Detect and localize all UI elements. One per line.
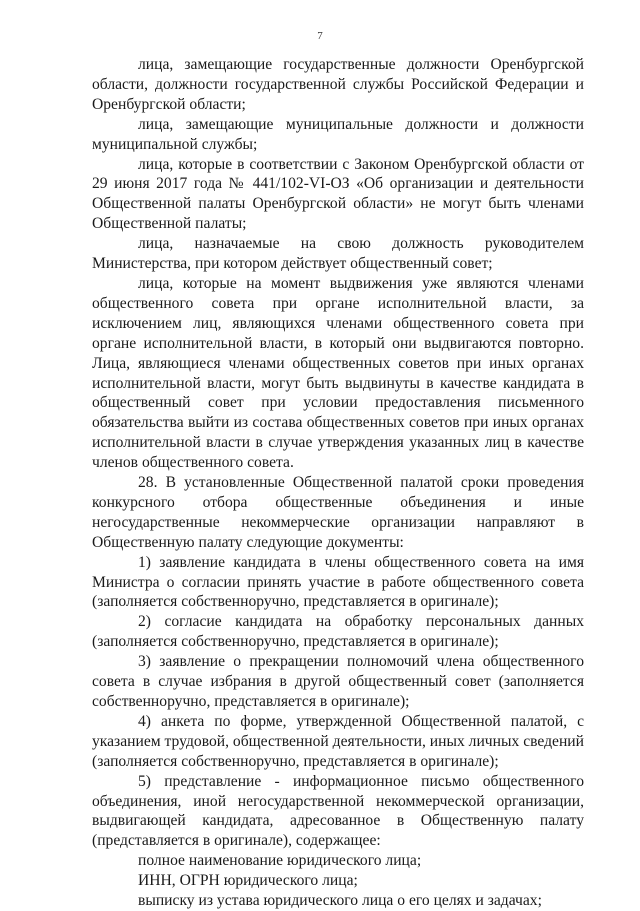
paragraph-5: лица, которые на момент выдвижения уже являются членами общественного совета при органе исполнительной власти, за исключением лиц, являющихся членами общественного совета при органе исполнительной власти, в который они выдвигаются повторно. Лица, являющиеся членами общественных советов при иных органах исполнительной власти, могут быть выдвинуты в качестве кандидата в общественный совет при условии предоставления письменного обязательства выйти из состава общественных советов при иных органах исполнительной власти в случае утверждения указанных лиц в качестве членов общественного совета. (92, 274, 584, 472)
paragraph-3: лица, которые в соответствии с Законом Оренбургской области от 29 июня 2017 года № 441/102-VI-ОЗ «Об организации и деятельности Общественной палаты Оренбургской области» не могут быть членами Общественной палаты; (92, 155, 584, 233)
list-item-4: 4) анкета по форме, утвержденной Общественной палатой, с указанием трудовой, общественной деятельности, иных личных сведений (заполняется собственноручно, представляется в оригинале); (92, 712, 584, 770)
sub-item-inn: ИНН, ОГРН юридического лица; (138, 872, 358, 890)
list-item-2: 2) согласие кандидата на обработку персональных данных (заполняется собственноручно, представляется в оригинале); (92, 613, 584, 651)
document-body (92, 55, 584, 911)
sub-item-charter: выписку из устава юридического лица о его целях и задачах; (138, 892, 542, 910)
paragraph-item-28: 28. В установленные Общественной палатой сроки проведения конкурсного отбора общественные объединения и иные негосударственные некоммерческие организации направляют в Общественную палату следующие документы: (92, 474, 584, 551)
list-item-5: 5) представление - информационное письмо общественного объединения, иной негосударственной некоммерческой организации, выдвигающей кандидата, адресованное в Общественную палату (представляется в оригинале), содержащее: (92, 772, 584, 850)
paragraph-4: лица, назначаемые на свою должность руководителем Министерства, при котором действует общественный совет; (92, 235, 584, 273)
paragraph-1: лица, замещающие государственные должности Оренбургской области, должности государственной службы Российской Федерации и Оренбургской области; (92, 56, 584, 113)
list-item-1: 1) заявление кандидата в члены общественного совета на имя Министра о согласии принять участие в работе общественного совета (заполняется собственноручно, представляется в оригинале); (92, 553, 584, 611)
list-item-3: 3) заявление о прекращении полномочий члена общественного совета в случае избрания в другой общественный совет (заполняется собственноручно, представляется в оригинале); (92, 653, 584, 710)
paragraph-2: лица, замещающие муниципальные должности и должности муниципальной службы; (92, 115, 584, 153)
page-number: 7 (317, 30, 323, 42)
sub-item-name: полное наименование юридического лица; (138, 852, 422, 870)
